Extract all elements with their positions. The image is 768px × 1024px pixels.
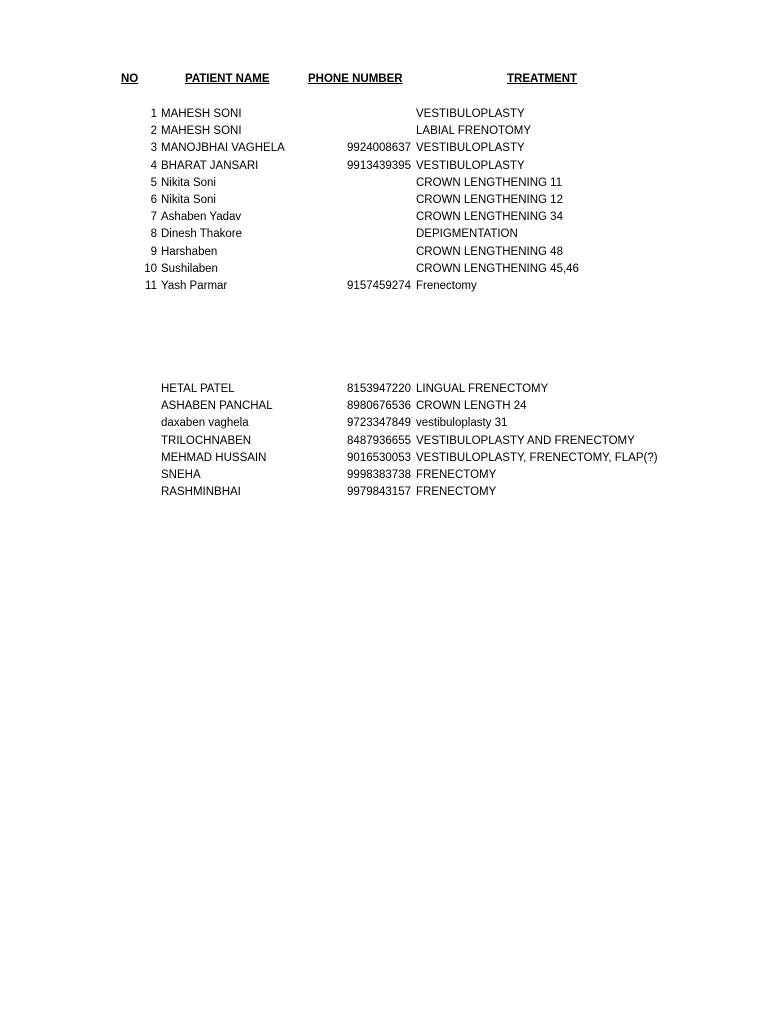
patient-name: Sushilaben: [161, 262, 218, 275]
patient-name: Yash Parmar: [161, 279, 228, 292]
patient-name: SNEHA: [161, 468, 201, 481]
row-number: 6: [150, 193, 157, 206]
treatment: CROWN LENGTHENING 11: [416, 176, 563, 189]
treatment: VESTIBULOPLASTY, FRENECTOMY, FLAP(?): [416, 451, 658, 464]
row-number: 3: [150, 142, 157, 155]
phone-number: 8980676536: [347, 400, 411, 413]
treatment: LINGUAL FRENECTOMY: [416, 383, 549, 395]
header-treatment: TREATMENT: [507, 73, 578, 85]
treatment: CROWN LENGTHENING 12: [416, 193, 563, 206]
treatment: CROWN LENGTHENING 48: [416, 245, 563, 258]
patient-name: BHARAT JANSARI: [161, 159, 259, 172]
treatment: VESTIBULOPLASTY: [416, 108, 525, 120]
row-number: 4: [150, 159, 157, 172]
row-number: 7: [150, 211, 157, 224]
patient-name: Ashaben Yadav: [161, 211, 242, 224]
treatment: VESTIBULOPLASTY: [416, 142, 525, 155]
treatment: CROWN LENGTHENING 45,46: [416, 262, 579, 275]
phone-number: 9157459274: [347, 279, 411, 292]
treatment: FRENECTOMY: [416, 486, 497, 499]
treatment: LABIAL FRENOTOMY: [416, 125, 532, 138]
phone-number: 8153947220: [347, 383, 411, 395]
patient-name: MAHESH SONI: [161, 125, 242, 138]
phone-number: 9913439395: [347, 159, 411, 172]
patient-name: TRILOCHNABEN: [161, 434, 252, 447]
row-number: 8: [150, 228, 157, 241]
treatment: Frenectomy: [416, 279, 477, 292]
patient-name: HETAL PATEL: [161, 383, 235, 395]
patient-name: ASHABEN PANCHAL: [161, 400, 273, 413]
row-number: 1: [150, 108, 157, 120]
patient-name: Dinesh Thakore: [161, 228, 242, 241]
row-number: 11: [145, 279, 157, 292]
treatment: VESTIBULOPLASTY AND FRENECTOMY: [416, 434, 635, 447]
treatment: VESTIBULOPLASTY: [416, 159, 525, 172]
treatment: CROWN LENGTH 24: [416, 400, 527, 413]
header-phone-number: PHONE NUMBER: [308, 73, 403, 85]
treatment: DEPIGMENTATION: [416, 228, 518, 241]
phone-number: 8487936655: [347, 434, 411, 447]
patient-name: daxaben vaghela: [161, 417, 249, 430]
phone-number: 9723347849: [347, 417, 411, 430]
phone-number: 9998383738: [347, 468, 411, 481]
patient-name: MEHMAD HUSSAIN: [161, 451, 267, 464]
header-patient-name: PATIENT NAME: [185, 73, 270, 85]
patient-name: MAHESH SONI: [161, 108, 242, 120]
phone-number: 9016530053: [347, 451, 411, 464]
patient-name: Nikita Soni: [161, 193, 216, 206]
patient-name: RASHMINBHAI: [161, 486, 241, 499]
phone-number: 9979843157: [347, 486, 411, 499]
row-number: 2: [150, 125, 157, 138]
phone-number: 9924008637: [347, 142, 411, 155]
patient-name: Nikita Soni: [161, 176, 216, 189]
row-number: 5: [150, 176, 157, 189]
treatment: FRENECTOMY: [416, 468, 497, 481]
row-number: 9: [150, 245, 157, 258]
treatment: CROWN LENGTHENING 34: [416, 211, 563, 224]
row-number: 10: [144, 262, 157, 275]
header-no: NO: [121, 73, 139, 85]
patient-name: MANOJBHAI VAGHELA: [161, 142, 285, 155]
treatment: vestibuloplasty 31: [416, 417, 508, 430]
patient-name: Harshaben: [161, 245, 218, 258]
